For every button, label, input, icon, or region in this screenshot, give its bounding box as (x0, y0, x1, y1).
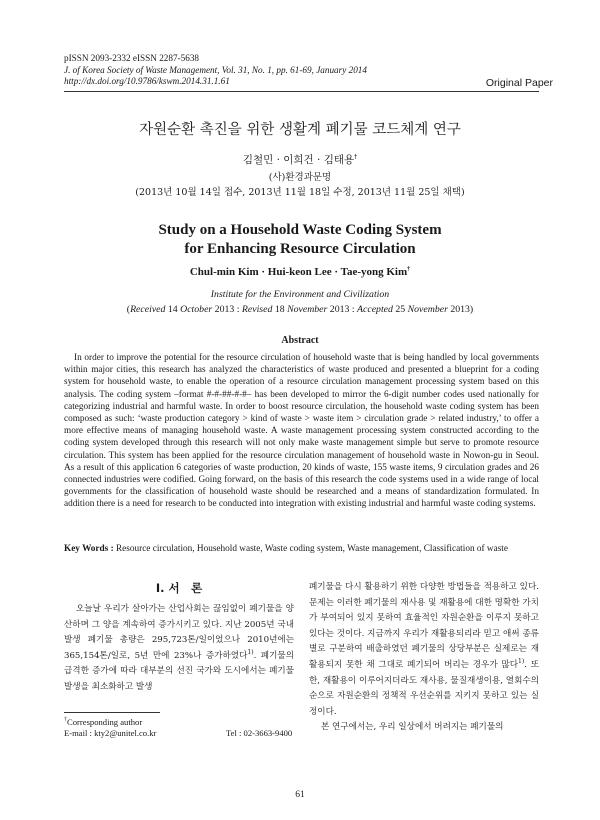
body-left-text: 오늘날 우리가 살아가는 산업사회는 끊임없이 폐기물을 양산하며 그 양을 계속하여 증가시키고 있다. 지난 2005년 국내 발생 폐기물 총량은 295,723톤/일이었으나 2010년에는 365,154톤/일로, 5년 만에 23%나 증가하였다 (64, 604, 294, 661)
english-dates (0, 304, 600, 315)
english-authors (0, 266, 600, 278)
accepted-year: 2013) (447, 304, 474, 315)
reference-marker: 1) (247, 648, 254, 656)
keywords-label: Key Words : (64, 544, 116, 554)
keywords-text: Resource circulation, Household waste, Waste coding system, Waste management, Classification of waste (116, 544, 508, 554)
accepted-month: November (407, 304, 448, 315)
footnote-contact (64, 728, 304, 738)
body-right-column (309, 580, 539, 736)
accepted-date: 25 (392, 304, 408, 315)
korean-author-names: 김철민 · 이희건 · 김태용 (242, 154, 355, 166)
body-right-text-end: . 또한, 재활용이 이루어지더라도 재사용, 물질재생이용, 열회수의 순으로 자원순환의 정책적 우선순위를 지키지 못하고 있는 실정이다. (309, 659, 540, 717)
footnote-corresponding (64, 717, 304, 727)
abstract-text: In order to improve the potential for the resource circulation of household waste that is being handled by local governments within major cities, this research has analyzed the characteristics of waste produced and presented a blueprint for a coding system for household waste, to enable the operation of a resource circulation management processing system based on this analysis. The coding system –format #-#-##-#-#– has been developed to mirror the 6-digit number codes used nationally for categorizing industrial and harmful waste. In order to boost resource circulation, the household waste coding system has been composed as such: ‘waste production category > kind of waste > waste item > circulation grade > related industry,’ to offer a more effective means of managing household waste. A waste management processing system constructed according to the coding system developed through this research will not only make waste management simple but serve to promote resource circulation. This system has been applied for the resource circulation management of household waste in Nowon-gu in Seoul. As a result of this application 6 categories of waste production, 20 kinds of waste, 155 waste items, 9 circulation grades and 26 connected industries were codified. Going forward, on the basis of this research the code systems used in a wide range of local governments for the classification of household waste should be researched and a means of standardization formulated. In addition there is a need for research to be conducted into integration with existing industrial and harmful waste coding systems. (64, 353, 539, 510)
footnote-mark: † (64, 717, 67, 724)
paper-type-label: Original Paper (485, 77, 553, 89)
korean-dates: (2013년 10월 14일 접수, 2013년 11월 18일 수정, 2013년 11월 25일 채택) (135, 187, 465, 198)
english-author-names: Chul-min Kim · Hui-keon Lee · Tae-yong Kim (189, 266, 408, 278)
english-title (0, 221, 600, 259)
received-date: 14 (165, 304, 181, 315)
korean-affiliation: (사)환경과문명 (268, 172, 332, 183)
received-year: 2013 : (212, 304, 242, 315)
body-right-text: 폐기물을 다시 활용하기 위한 다양한 방법들을 적용하고 있다. 문제는 이러한 폐기물의 재사용 및 재활용에 대한 명확한 가치가 부여되어 있지 못하여 효율적인 자원순환을 이루지 못하고 있다는 것이다. 지금까지 우리가 재활용되리라 믿고 애써 종류별로 구분하여 배출하였던 폐기물의 상당부분은 실제로는 재활용되지 못한 채 그대로 폐기되어 버리는 경우가 많다 (309, 582, 539, 670)
english-affiliation: Institute for the Environment and Civilization (210, 289, 390, 300)
journal-header (64, 53, 554, 88)
corresponding-mark: † (354, 153, 358, 161)
revised-label: Revised (241, 304, 273, 315)
page-number: 61 (295, 790, 305, 800)
section-heading-introduction: I. 서 론 (155, 581, 203, 595)
doi-link[interactable]: http://dx.doi.org/10.9786/kswm.2014.31.1.61 (64, 76, 230, 87)
corresponding-mark-en: † (407, 266, 411, 273)
email-text[interactable]: E-mail : kty2@unitel.co.kr (64, 728, 157, 738)
korean-authors (0, 152, 600, 167)
body-right-paragraph2: 본 연구에서는, 우리 일상에서 버려지는 폐기물의 (321, 722, 504, 733)
journal-citation: J. of Korea Society of Waste Management, Vol. 31, No. 1, pp. 61-69, January 2014 (64, 64, 367, 75)
english-title-line2: for Enhancing Resource Circulation (184, 241, 416, 257)
korean-title: 자원순환 촉진을 위한 생활계 폐기물 코드체계 연구 (139, 122, 461, 138)
corresponding-label: Corresponding author (67, 717, 143, 727)
revised-year: 2013 : (327, 304, 358, 315)
received-label: Received (130, 304, 166, 315)
accepted-label: Accepted (357, 304, 393, 315)
revised-date: 18 (272, 304, 288, 315)
abstract-heading: Abstract (281, 335, 319, 346)
issn-line: pISSN 2093-2332 eISSN 2287-5638 (64, 53, 200, 63)
received-month: October (180, 304, 213, 315)
header-rule (64, 91, 539, 92)
dates-open: ( (126, 304, 131, 315)
tel-text: Tel : 02-3663-9400 (226, 728, 293, 738)
body-left-text-end: . 폐기물의 급격한 증가에 따라 대부분의 선진 국가와 도시에서는 폐기물 발생을 최소화하고 발생 (64, 650, 295, 692)
reference-marker-right: 1) (518, 658, 525, 666)
revised-month: November (287, 304, 328, 315)
body-left-column (64, 602, 294, 696)
english-title-line1: Study on a Household Waste Coding System (158, 222, 442, 238)
footnote-rule (64, 712, 160, 713)
keywords (64, 544, 544, 554)
